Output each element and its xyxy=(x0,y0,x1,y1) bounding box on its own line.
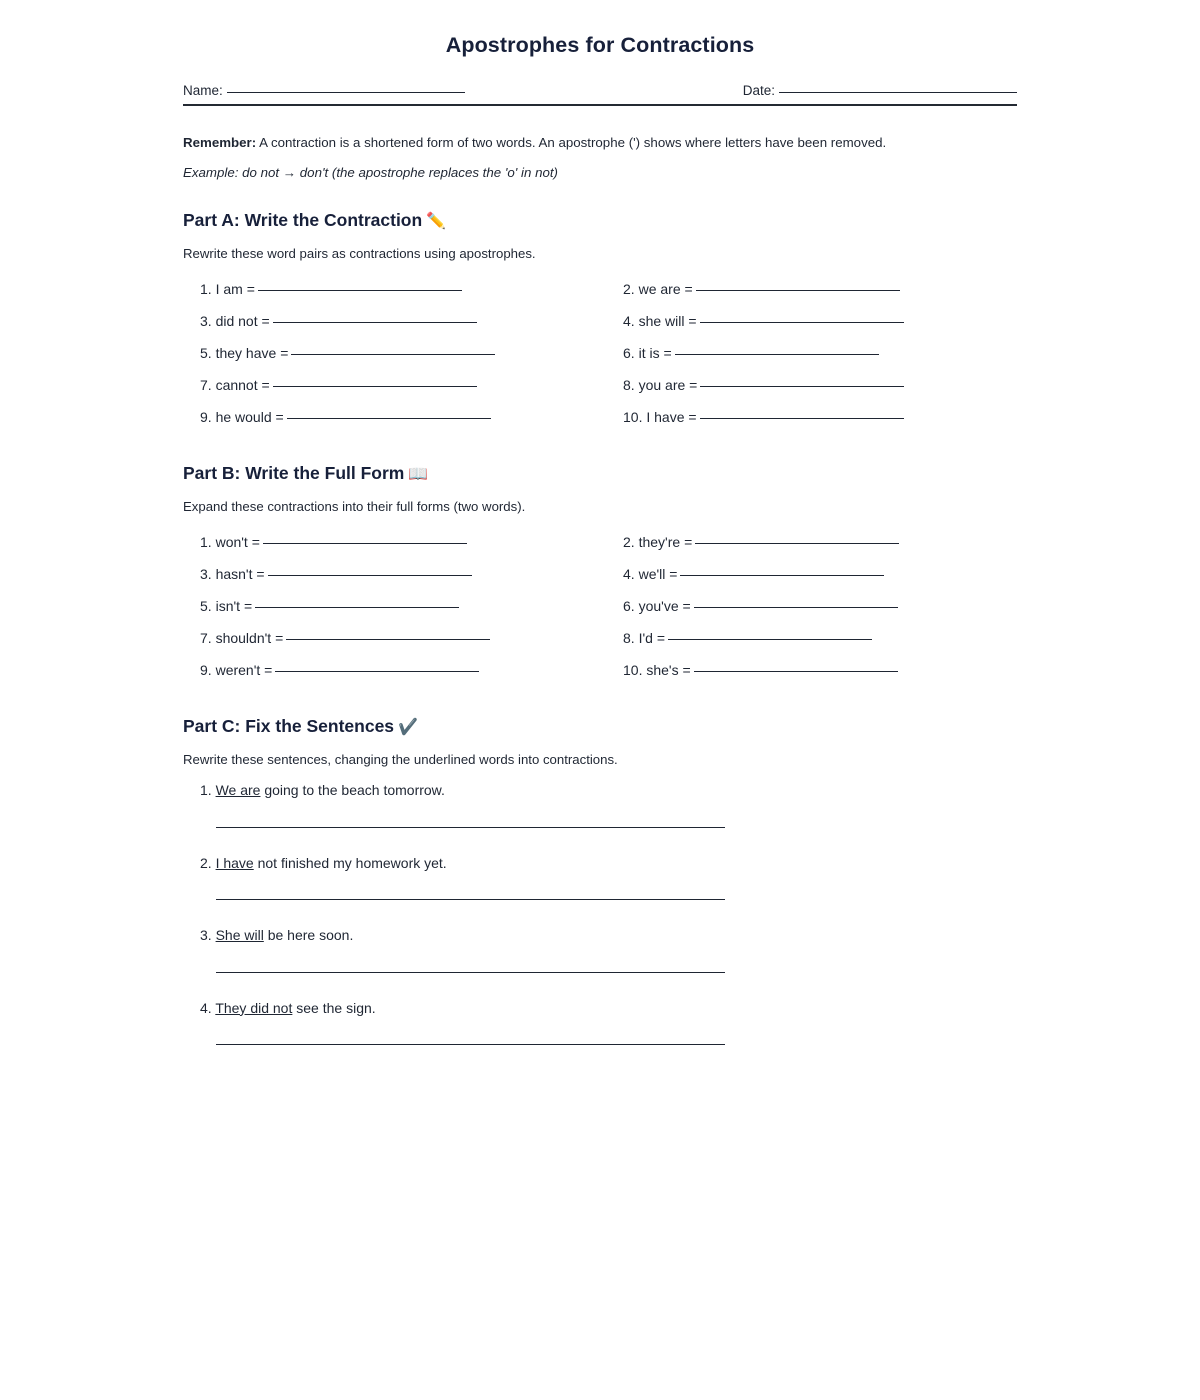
blank-item xyxy=(183,654,623,686)
equals-sign: = xyxy=(275,408,284,425)
answer-blank[interactable] xyxy=(273,322,477,323)
part-c-section xyxy=(183,716,1017,1045)
equals-sign: = xyxy=(682,597,691,614)
part-b-heading-text: Part B: Write the Full Form xyxy=(183,462,405,483)
sentence-text xyxy=(200,999,1017,1019)
answer-blank[interactable] xyxy=(263,543,467,544)
part-b-items xyxy=(183,526,1017,686)
equals-sign: = xyxy=(243,597,253,614)
pencil-icon: ✏️ xyxy=(426,210,447,230)
equals-sign: = xyxy=(684,280,693,297)
blank-item xyxy=(183,401,623,433)
blank-item xyxy=(623,337,1017,369)
item-number: 8. xyxy=(623,376,639,393)
answer-blank[interactable] xyxy=(255,607,459,608)
sentence-number: 4. xyxy=(200,999,216,1016)
page-title: Apostrophes for Contractions xyxy=(445,33,755,57)
item-number: 5. xyxy=(200,344,216,361)
blank-item xyxy=(623,654,1017,686)
underlined-phrase: They did not xyxy=(215,999,293,1016)
part-a-section xyxy=(183,210,1017,433)
answer-blank[interactable] xyxy=(700,386,904,387)
sentence-number: 1. xyxy=(200,781,216,798)
item-number: 7. xyxy=(200,376,216,393)
item-prompt: we are xyxy=(638,280,685,297)
part-a-items xyxy=(183,273,1017,433)
item-prompt: I am xyxy=(215,280,247,297)
blank-item xyxy=(183,558,623,590)
blank-item xyxy=(623,558,1017,590)
name-input-line[interactable] xyxy=(227,92,465,93)
answer-blank[interactable] xyxy=(675,354,879,355)
item-number: 3. xyxy=(200,565,216,582)
item-number: 9. xyxy=(200,661,216,678)
item-number: 2. xyxy=(623,533,639,550)
item-prompt: it is xyxy=(638,344,664,361)
remember-text: A contraction is a shortened form of two words. An apostrophe (') shows where letters have been removed. xyxy=(256,135,887,150)
sentence-remainder: not finished my homework yet. xyxy=(253,854,447,871)
item-prompt: won't xyxy=(215,533,252,550)
blank-item xyxy=(183,305,623,337)
date-input-line[interactable] xyxy=(779,92,1017,93)
item-number: 1. xyxy=(200,280,216,297)
answer-blank[interactable] xyxy=(696,290,900,291)
worksheet-body xyxy=(183,0,1017,1071)
remember-label: Remember: xyxy=(183,135,257,150)
item-number: 10. xyxy=(623,661,647,678)
part-c-heading xyxy=(183,716,1017,737)
answer-blank[interactable] xyxy=(268,575,472,576)
blank-item xyxy=(183,526,623,558)
part-b-instruction: Expand these contractions into their full forms (two words). xyxy=(183,498,526,514)
sentence-remainder: going to the beach tomorrow. xyxy=(260,781,445,798)
example-text: Example: do not → don't (the apostrophe replaces the 'o' in not) xyxy=(183,164,558,180)
name-label: Name: xyxy=(183,83,223,98)
answer-blank[interactable] xyxy=(287,418,491,419)
blank-item xyxy=(183,622,623,654)
blank-item xyxy=(623,369,1017,401)
item-number: 8. xyxy=(623,629,639,646)
name-date-row xyxy=(183,83,1017,98)
part-a-heading xyxy=(183,210,1017,231)
equals-sign: = xyxy=(280,344,289,361)
equals-sign: = xyxy=(669,565,678,582)
equals-sign: = xyxy=(251,533,260,550)
date-field-group xyxy=(743,83,1017,98)
item-prompt: we'll xyxy=(638,565,670,582)
part-a-instruction: Rewrite these word pairs as contractions using apostrophes. xyxy=(183,245,536,261)
item-number: 2. xyxy=(623,280,639,297)
sentence-answer-line[interactable] xyxy=(216,972,725,973)
item-number: 9. xyxy=(200,408,216,425)
part-a-heading-text: Part A: Write the Contraction xyxy=(183,209,423,230)
answer-blank[interactable] xyxy=(273,386,477,387)
blank-item xyxy=(183,369,623,401)
remember-block xyxy=(183,134,1017,152)
answer-blank[interactable] xyxy=(694,671,898,672)
item-number: 1. xyxy=(200,533,216,550)
answer-blank[interactable] xyxy=(668,639,872,640)
part-c-sentences xyxy=(183,781,1017,1045)
item-prompt: hasn't xyxy=(215,565,257,582)
sentence-item xyxy=(183,999,1017,1046)
item-prompt: did not xyxy=(215,312,262,329)
answer-blank[interactable] xyxy=(700,418,904,419)
blank-item xyxy=(623,526,1017,558)
equals-sign: = xyxy=(264,661,273,678)
item-number: 6. xyxy=(623,344,639,361)
item-number: 4. xyxy=(623,312,639,329)
part-c-instruction: Rewrite these sentences, changing the underlined words into contractions. xyxy=(183,751,618,767)
item-number: 7. xyxy=(200,629,216,646)
answer-blank[interactable] xyxy=(680,575,884,576)
item-prompt: cannot xyxy=(215,376,262,393)
answer-blank[interactable] xyxy=(695,543,899,544)
item-number: 6. xyxy=(623,597,639,614)
sentence-remainder: be here soon. xyxy=(263,927,354,944)
equals-sign: = xyxy=(261,312,270,329)
blank-item xyxy=(623,273,1017,305)
equals-sign: = xyxy=(684,533,693,550)
answer-blank[interactable] xyxy=(258,290,462,291)
item-prompt: she will xyxy=(638,312,689,329)
item-prompt: they have xyxy=(215,344,281,361)
equals-sign: = xyxy=(275,629,284,646)
blank-item xyxy=(623,590,1017,622)
header-divider xyxy=(183,104,1017,106)
part-b-heading xyxy=(183,463,1017,484)
part-b-section xyxy=(183,463,1017,686)
item-prompt: they're xyxy=(638,533,685,550)
part-c-heading-text: Part C: Fix the Sentences xyxy=(183,715,395,736)
item-prompt: he would xyxy=(215,408,276,425)
blank-item xyxy=(623,305,1017,337)
blank-item xyxy=(623,401,1017,433)
answer-blank[interactable] xyxy=(286,639,490,640)
sentence-text xyxy=(200,781,1017,801)
answer-blank[interactable] xyxy=(275,671,479,672)
equals-sign: = xyxy=(246,280,255,297)
sentence-answer-line[interactable] xyxy=(216,827,725,828)
answer-blank[interactable] xyxy=(700,322,904,323)
answer-blank[interactable] xyxy=(291,354,495,355)
check-mark-icon: ✔️ xyxy=(398,716,418,736)
blank-item xyxy=(623,622,1017,654)
name-field-group xyxy=(183,83,465,98)
item-prompt: shouldn't xyxy=(215,629,276,646)
equals-sign: = xyxy=(261,376,270,393)
underlined-phrase: I have xyxy=(215,854,254,871)
item-prompt: weren't xyxy=(215,661,265,678)
equals-sign: = xyxy=(689,376,698,393)
sentence-item xyxy=(183,926,1017,973)
sentence-number: 2. xyxy=(200,854,216,871)
sentence-answer-line[interactable] xyxy=(216,899,725,900)
item-number: 5. xyxy=(200,597,216,614)
sentence-remainder: see the sign. xyxy=(292,999,376,1016)
item-prompt: she's xyxy=(646,661,683,678)
sentence-text xyxy=(200,854,1017,874)
equals-sign: = xyxy=(688,408,697,425)
date-label: Date: xyxy=(742,83,775,98)
sentence-item xyxy=(183,854,1017,901)
item-number: 10. xyxy=(623,408,647,425)
item-number: 4. xyxy=(623,565,639,582)
sentence-item xyxy=(183,781,1017,828)
sentence-answer-line[interactable] xyxy=(216,1044,725,1045)
underlined-phrase: She will xyxy=(215,927,264,944)
item-prompt: you are xyxy=(638,376,690,393)
sentence-number: 3. xyxy=(200,927,216,944)
item-prompt: I have xyxy=(646,408,689,425)
open-book-icon: 📖 xyxy=(408,463,429,483)
item-prompt: isn't xyxy=(215,597,244,614)
equals-sign: = xyxy=(656,629,666,646)
blank-item xyxy=(183,273,623,305)
item-number: 3. xyxy=(200,312,216,329)
equals-sign: = xyxy=(663,344,672,361)
blank-item xyxy=(183,337,623,369)
sentence-text xyxy=(200,926,1017,946)
answer-blank[interactable] xyxy=(694,607,898,608)
underlined-phrase: We are xyxy=(215,781,261,798)
blank-item xyxy=(183,590,623,622)
equals-sign: = xyxy=(688,312,697,329)
equals-sign: = xyxy=(256,565,265,582)
item-prompt: I'd xyxy=(638,629,657,646)
equals-sign: = xyxy=(682,661,691,678)
item-prompt: you've xyxy=(638,597,683,614)
